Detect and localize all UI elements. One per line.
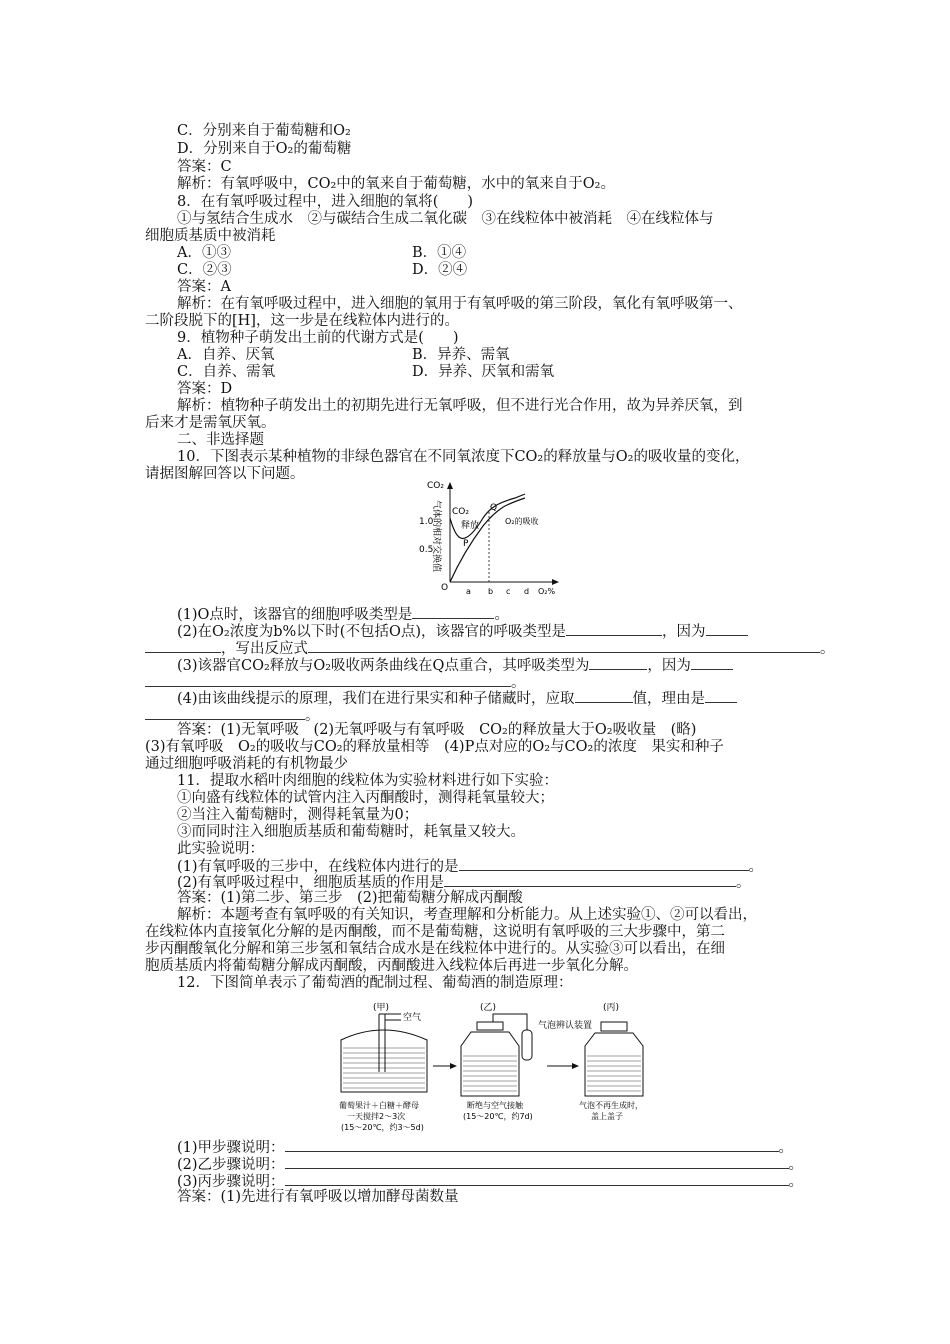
section-heading: 二、非选择题 (177, 432, 264, 448)
bing-caption-2: 盖上盖子 (591, 1112, 623, 1121)
answer-11: 答案：(1)第二步、第三步 (2)把葡萄糖分解成丙酮酸 (177, 890, 523, 906)
answer-10-cont1: (3)有氧呼吸 O₂的吸收与CO₂的释放量相等 (4)P点对应的O₂与CO₂的浓度 果实和种子 (145, 739, 724, 755)
question-10-cont: 请据图解回答以下问题。 (145, 466, 305, 482)
step-bing-label: (丙) (603, 1003, 620, 1013)
jia-caption-2: 一天搅拌2～3次 (347, 1112, 406, 1121)
q9-option-c: C．自养、需氧 (177, 364, 276, 380)
q8-option-b: B．①④ (412, 245, 467, 261)
oxygen-graph (405, 478, 565, 600)
analysis-11-cont3: 胞质基质内将葡萄糖分解成丙酮酸，丙酮酸进入线粒体后再进一步氧化分解。 (145, 958, 638, 974)
x-tick-b: b (488, 587, 494, 596)
q10-part4-cont: 。 (145, 706, 320, 725)
analysis-8-cont: 二阶段脱下的[H]，这一步是在线粒体内进行的。 (145, 313, 459, 329)
y-axis-title: 气体的相对交换值 (431, 500, 441, 573)
bubble-device-label: 气泡辨认装置 (538, 1021, 593, 1031)
q10-part2: (2)在O₂浓度为b%以下时(不包括O点)，该器官的呼吸类型是 ，因为 (177, 622, 748, 641)
q9-option-d: D．异养、厌氧和需氧 (412, 364, 555, 380)
q11-conclusion: 此实验说明： (177, 841, 264, 857)
y-tick-05: 0.5 (419, 545, 434, 555)
point-q-label: Q (490, 503, 498, 513)
sealed-bottle-icon (461, 1014, 532, 1096)
question-12: 12．下图简单表示了葡萄酒的配制过程、葡萄酒的制造原理： (177, 975, 573, 991)
q12-part1: (1)甲步骤说明： 。 (177, 1140, 794, 1156)
question-8-items: ①与氢结合生成水 ②与碳结合生成二氧化碳 ③在线粒体中被消耗 ④在线粒体与 (177, 211, 714, 227)
analysis-11: 解析：本题考查有氧呼吸的有关知识，考查理解和分析能力。从上述实验①、②可以看出， (177, 907, 757, 923)
q10-part3-cont: 。 (145, 673, 526, 692)
bing-caption-1: 气泡不再生成时， (579, 1101, 643, 1110)
analysis-9-cont: 后来才是需氧厌氧。 (145, 415, 276, 431)
q11-part2: (2)有氧呼吸过程中，细胞质基质的作用是 。 (177, 875, 751, 891)
q8-option-c: C．②③ (177, 262, 232, 278)
o2-curve-label: O₂的吸收 (505, 517, 539, 526)
answer-10-cont2: 通过细胞呼吸消耗的有机物最少 (145, 756, 348, 772)
q8-option-a: A．①③ (177, 245, 231, 261)
q11-part1: (1)有氧呼吸的三步中，在线粒体内进行的是 。 (177, 859, 764, 875)
capped-bottle-icon (585, 1022, 643, 1096)
question-8: 8．在有氧呼吸过程中，进入细胞的氧将( ) (177, 194, 474, 210)
q12-part3: (3)丙步骤说明： 。 (177, 1174, 804, 1190)
question-8-items-cont: 细胞质基质中被消耗 (145, 228, 276, 244)
co2-curve-label: CO₂ (452, 507, 469, 517)
point-p-label: P (463, 539, 469, 549)
step-jia-label: (甲) (373, 1003, 390, 1013)
step-yi-label: (乙) (480, 1003, 497, 1013)
wine-process-diagram (335, 1000, 665, 1138)
q11-exp3: ③而同时注入细胞质基质和葡萄糖时，耗氧量又较大。 (177, 824, 525, 840)
origin-label: O (441, 583, 449, 593)
question-10: 10．下图表示某种植物的非绿色器官在不同氧浓度下CO₂的释放量与O₂的吸收量的变化， (177, 449, 750, 465)
air-label: 空气 (403, 1013, 422, 1023)
release-label: 释放 (461, 521, 480, 531)
analysis-9: 解析：植物种子萌发出土的初期先进行无氧呼吸，但不进行光合作用，故为异养厌氧，到 (177, 398, 743, 414)
analysis-7: 解析：有氧呼吸中，CO₂中的氧来自于葡萄糖，水中的氧来自于O₂。 (177, 176, 615, 192)
jia-caption-1: 葡萄果汁＋白糖＋酵母 (339, 1101, 419, 1110)
q8-option-d: D．②④ (412, 262, 468, 278)
q10-part4: (4)由该曲线提示的原理，我们在进行果实和种子储藏时，应取 值，理由是 (177, 689, 737, 708)
analysis-11-cont2: 步丙酮酸氧化分解和第三步氢和氧结合成水是在线粒体中进行的。从实验③可以看出，在细 (145, 941, 725, 957)
x-axis-unit: O₂% (538, 587, 556, 596)
answer-8: 答案：A (177, 279, 231, 295)
answer-12: 答案：(1)先进行有氧呼吸以增加酵母菌数量 (177, 1189, 459, 1205)
q9-option-b: B．异养、需氧 (412, 347, 510, 363)
q11-exp1: ①向盛有线粒体的试管内注入丙酮酸时，测得耗氧量较大； (177, 790, 554, 806)
jia-caption-3: (15～20℃，约3～5d) (341, 1123, 424, 1132)
option-c: C．分别来自于葡萄糖和O₂ (177, 123, 351, 139)
q10-part1: (1)O点时，该器官的细胞呼吸类型是 。 (177, 607, 509, 623)
yi-caption-1: 断绝与空气接触 (467, 1101, 523, 1110)
q9-option-a: A．自养、厌氧 (177, 347, 275, 363)
question-9: 9．植物种子萌发出土前的代谢方式是( ) (177, 330, 459, 346)
x-tick-d: d (524, 587, 530, 596)
x-tick-a: a (466, 587, 471, 596)
y-tick-1: 1.0 (419, 517, 434, 527)
x-tick-c: c (506, 587, 511, 596)
analysis-11-cont1: 在线粒体内直接氧化分解的是丙酮酸，而不是葡萄糖，这说明有氧呼吸的三大步骤中，第二 (145, 924, 725, 940)
y-axis-label: CO₂ (427, 481, 444, 491)
q10-part3: (3)该器官CO₂释放与O₂吸收两条曲线在Q点重合，其呼吸类型为 ，因为 (177, 656, 733, 675)
open-vat-icon (341, 1014, 427, 1092)
answer-7: 答案：C (177, 159, 232, 175)
q12-part2: (2)乙步骤说明： 。 (177, 1157, 804, 1173)
q11-exp2: ②当注入葡萄糖时，测得耗氧量为0； (177, 807, 419, 823)
answer-9: 答案：D (177, 381, 233, 397)
yi-caption-2: (15～20℃，约7d) (463, 1112, 533, 1121)
analysis-8: 解析：在有氧呼吸过程中，进入细胞的氧用于有氧呼吸的第三阶段，氧化有氧呼吸第一、 (177, 296, 743, 312)
question-11: 11．提取水稻叶肉细胞的线粒体为实验材料进行如下实验： (177, 773, 558, 789)
answer-10: 答案：(1)无氧呼吸 (2)无氧呼吸与有氧呼吸 CO₂的释放量大于O₂吸收量 (略) (177, 722, 697, 738)
q10-part2-cont: ，写出反应式 。 (145, 639, 835, 658)
option-d: D．分别来自于O₂的葡萄糖 (177, 141, 352, 157)
